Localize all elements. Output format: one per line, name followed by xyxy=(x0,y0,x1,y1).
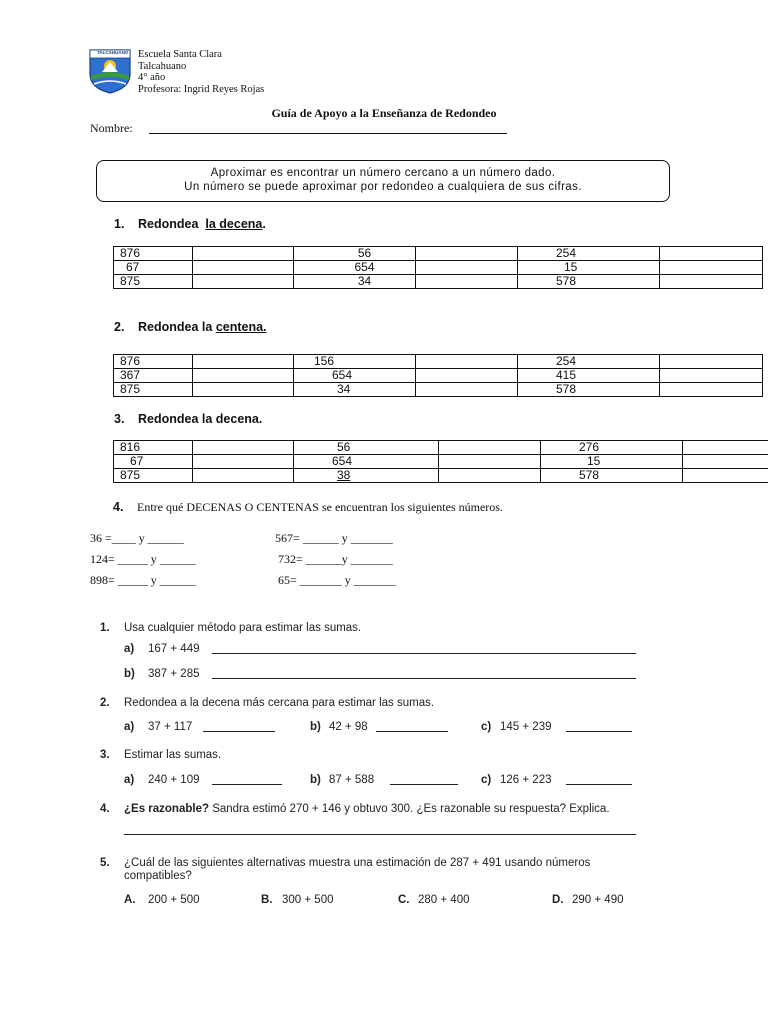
section-4-number: 4. xyxy=(113,500,124,514)
answer-line[interactable] xyxy=(212,678,636,679)
answer-line[interactable] xyxy=(124,834,636,835)
school-city: Talcahuano xyxy=(138,60,187,72)
wb-q5-text-1: ¿Cuál de las siguientes alternativas muestra una estimación de 287 + 491 usando números xyxy=(124,857,591,869)
fill-item[interactable]: 36 =____ y ______ xyxy=(90,531,184,545)
option-a-label[interactable]: A. xyxy=(124,894,136,906)
s2-cell: 876 xyxy=(120,354,141,368)
wb-q4-bold: ¿Es razonable? xyxy=(124,803,209,815)
wb-q2-text: Redondea a la decena más cercana para estimar las sumas. xyxy=(124,697,435,709)
s3-cell: 578 xyxy=(579,468,600,482)
s1-cell: 56 xyxy=(357,246,372,260)
section-1-underlined: la decena xyxy=(205,217,263,231)
s3-cell: 67 xyxy=(130,454,144,468)
s1-cell: 15 xyxy=(564,260,578,274)
s2-cell: 367 xyxy=(120,368,141,382)
s1-cell: 654 xyxy=(354,260,375,274)
option-a-value[interactable]: 200 + 500 xyxy=(148,894,200,906)
s3-cell: 654 xyxy=(332,454,353,468)
fill-item[interactable]: 567= ______ y _______ xyxy=(275,531,393,545)
school-grade: 4° año xyxy=(138,72,166,83)
option-d-label[interactable]: D. xyxy=(552,894,564,906)
fill-item[interactable]: 732= ______y _______ xyxy=(278,552,393,566)
definition-line-2: Un número se puede aproximar por redondeo a cualquiera de sus cifras. xyxy=(184,181,582,193)
wb-q3-b-expr: 87 + 588 xyxy=(329,774,375,786)
section-3-number: 3. xyxy=(114,412,125,426)
wb-q3-a-expr: 240 + 109 xyxy=(148,774,200,786)
s3-cell: 56 xyxy=(337,440,351,454)
fill-item[interactable]: 124= _____ y ______ xyxy=(90,552,196,566)
section-2-number: 2. xyxy=(114,320,125,334)
s3-cell: 276 xyxy=(579,440,600,454)
s2-cell: 34 xyxy=(337,382,351,396)
answer-line[interactable] xyxy=(212,784,282,785)
wb-q1-number: 1. xyxy=(100,622,110,634)
s1-cell: 254 xyxy=(556,246,577,260)
wb-q5-text-2: compatibles? xyxy=(124,870,192,882)
wb-q2-number: 2. xyxy=(100,697,110,709)
logo-text: TALCAHUANO xyxy=(97,50,129,55)
wb-q4-body: Sandra estimó 270 + 146 y obtuvo 300. ¿Es razonable su respuesta? Explica. xyxy=(212,803,610,815)
s1-cell: 876 xyxy=(120,246,141,260)
s3-cell: 816 xyxy=(120,440,141,454)
wb-q2-b-expr: 42 + 98 xyxy=(329,721,368,733)
wb-q2-a-label: a) xyxy=(124,721,135,733)
wb-q1-a-expr: 167 + 449 xyxy=(148,643,200,655)
s2-cell: 156 xyxy=(314,354,335,368)
option-c-label[interactable]: C. xyxy=(398,894,410,906)
wb-q3-c-label: c) xyxy=(481,774,492,786)
nombre-label: Nombre: xyxy=(90,121,133,135)
section-1-end: . xyxy=(262,217,266,231)
answer-line[interactable] xyxy=(566,784,632,785)
s3-cell: 15 xyxy=(587,454,601,468)
wb-q3-text: Estimar las sumas. xyxy=(124,749,222,761)
option-c-value[interactable]: 280 + 400 xyxy=(418,894,470,906)
fill-item[interactable]: 898= _____ y ______ xyxy=(90,573,196,587)
section-3-text: Redondea la decena. xyxy=(138,412,263,426)
wb-q1-a-label: a) xyxy=(124,643,135,655)
s3-cell: 38 xyxy=(337,468,351,482)
answer-line[interactable] xyxy=(566,731,632,732)
fill-item[interactable]: 65= _______ y _______ xyxy=(278,573,396,587)
wb-q3-number: 3. xyxy=(100,749,110,761)
wb-q2-a-expr: 37 + 117 xyxy=(148,721,193,733)
s1-cell: 578 xyxy=(556,274,577,288)
wb-q4-text xyxy=(124,803,610,815)
wb-q2-c-label: c) xyxy=(481,721,492,733)
option-b-value[interactable]: 300 + 500 xyxy=(282,894,334,906)
option-d-value[interactable]: 290 + 490 xyxy=(572,894,624,906)
s3-cell: 875 xyxy=(120,468,141,482)
definition-line-1: Aproximar es encontrar un número cercano a un número dado. xyxy=(210,167,556,179)
page-title: Guía de Apoyo a la Enseñanza de Redondeo xyxy=(271,106,497,120)
wb-q3-c-expr: 126 + 223 xyxy=(500,774,552,786)
wb-q1-b-label: b) xyxy=(124,668,135,680)
s1-cell: 67 xyxy=(126,260,140,274)
wb-q3-b-label: b) xyxy=(310,774,321,786)
s1-cell: 875 xyxy=(120,274,141,288)
wb-q4-number: 4. xyxy=(100,803,110,815)
wb-q5-number: 5. xyxy=(100,857,110,869)
wb-q1-b-expr: 387 + 285 xyxy=(148,668,200,680)
s2-cell: 654 xyxy=(332,368,353,382)
s2-cell: 875 xyxy=(120,382,141,396)
s2-cell: 415 xyxy=(556,368,577,382)
section-2-underlined: centena. xyxy=(215,320,267,334)
section-2-text: Redondea la xyxy=(138,320,213,334)
wb-q2-b-label: b) xyxy=(310,721,321,733)
school-teacher: Profesora: Ingrid Reyes Rojas xyxy=(138,83,265,95)
s2-cell: 254 xyxy=(556,354,577,368)
wb-q3-a-label: a) xyxy=(124,774,135,786)
wb-q2-c-expr: 145 + 239 xyxy=(500,721,552,733)
answer-line[interactable] xyxy=(203,731,275,732)
s2-cell: 578 xyxy=(556,382,577,396)
school-name: Escuela Santa Clara xyxy=(138,49,222,60)
answer-line[interactable] xyxy=(390,784,458,785)
section-1-number: 1. xyxy=(114,217,125,231)
section-1-text: Redondea xyxy=(138,217,199,231)
answer-line[interactable] xyxy=(376,731,448,732)
option-b-label[interactable]: B. xyxy=(261,894,273,906)
section-4-text: Entre qué DECENAS O CENTENAS se encuentran los siguientes números. xyxy=(137,500,503,514)
s1-cell: 34 xyxy=(357,274,372,288)
answer-line[interactable] xyxy=(212,653,636,654)
wb-q1-text: Usa cualquier método para estimar las sumas. xyxy=(124,622,362,634)
